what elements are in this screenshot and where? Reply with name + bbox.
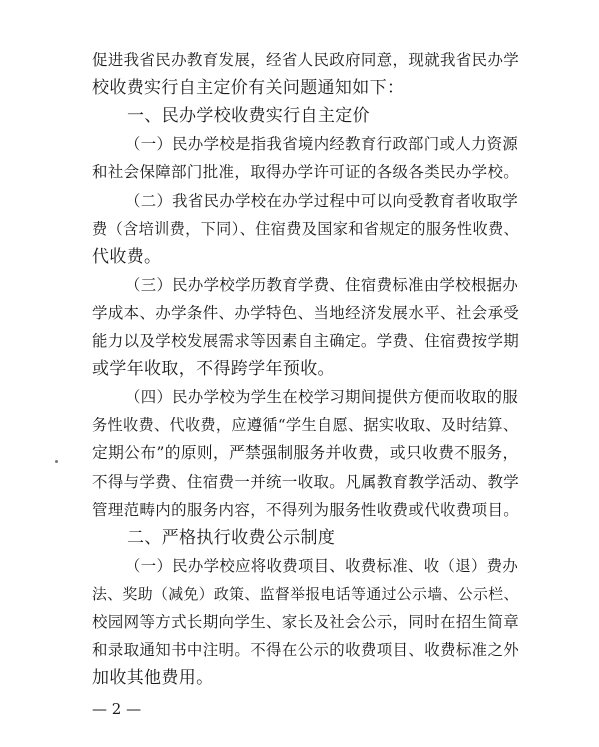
page-number: — 2 — [92,700,142,718]
text-line: （一）民办学校是指我省境内经教育行政部门或人力资源 [125,135,519,154]
text-line: 法、奖助（减免）政策、监督举报电话等通过公示墙、公示栏、 [92,584,519,603]
text-line: 和录取通知书中注明。不得在公示的收费项目、收费标准之外 [92,641,520,660]
text-line: 和社会保障部门批准，取得办学许可证的各级各类民办学校。 [92,163,520,182]
text-line: 校收费实行自主定价有关问题通知如下： [92,78,405,99]
text-line: （一）民办学校应将收费项目、收费标准、收（退）费办 [125,556,519,575]
text-line: 学成本、办学条件、办学特色、当地经济发展水平、社会承受 [92,303,520,322]
text-line: 促进我省民办教育发展，经省人民政府同意，现就我省民办学 [92,51,520,69]
section-heading: 一、民办学校收费实行自主定价 [127,106,370,127]
text-line: （二）我省民办学校在办学过程中可以向受教育者收取学 [125,191,519,210]
text-line: （三）民办学校学历教育学费、住宿费标准由学校根据办 [125,275,519,294]
text-line: 务性收费、代收费，应遵循“学生自愿、据实收取、及时结算、 [92,416,519,435]
text-line: 代收费。 [92,246,162,267]
scan-speck [55,460,58,463]
text-line: 费（含培训费，下同）、住宿费及国家和省规定的服务性收费、 [92,219,520,238]
text-line: 不得与学费、住宿费一并统一收取。凡属教育教学活动、教学 [92,472,520,491]
text-line: 能力以及学校发展需求等因素自主确定。学费、住宿费按学期 [92,332,520,350]
text-line: 校园网等方式长期向学生、家长及社会公示，同时在招生简章 [92,613,520,631]
text-line: 定期公布”的原则，严禁强制服务并收费，或只收费不服务， [92,443,519,463]
text-line: 管理范畴内的服务内容，不得列为服务性收费或代收费项目。 [92,500,520,519]
text-line: 加收其他费用。 [92,668,214,689]
text-line: （四）民办学校为学生在校学习期间提供方便而收取的服 [125,388,519,407]
section-heading: 二、严格执行收费公示制度 [127,527,336,548]
text-line: 或学年收取，不得跨学年预收。 [92,359,335,380]
